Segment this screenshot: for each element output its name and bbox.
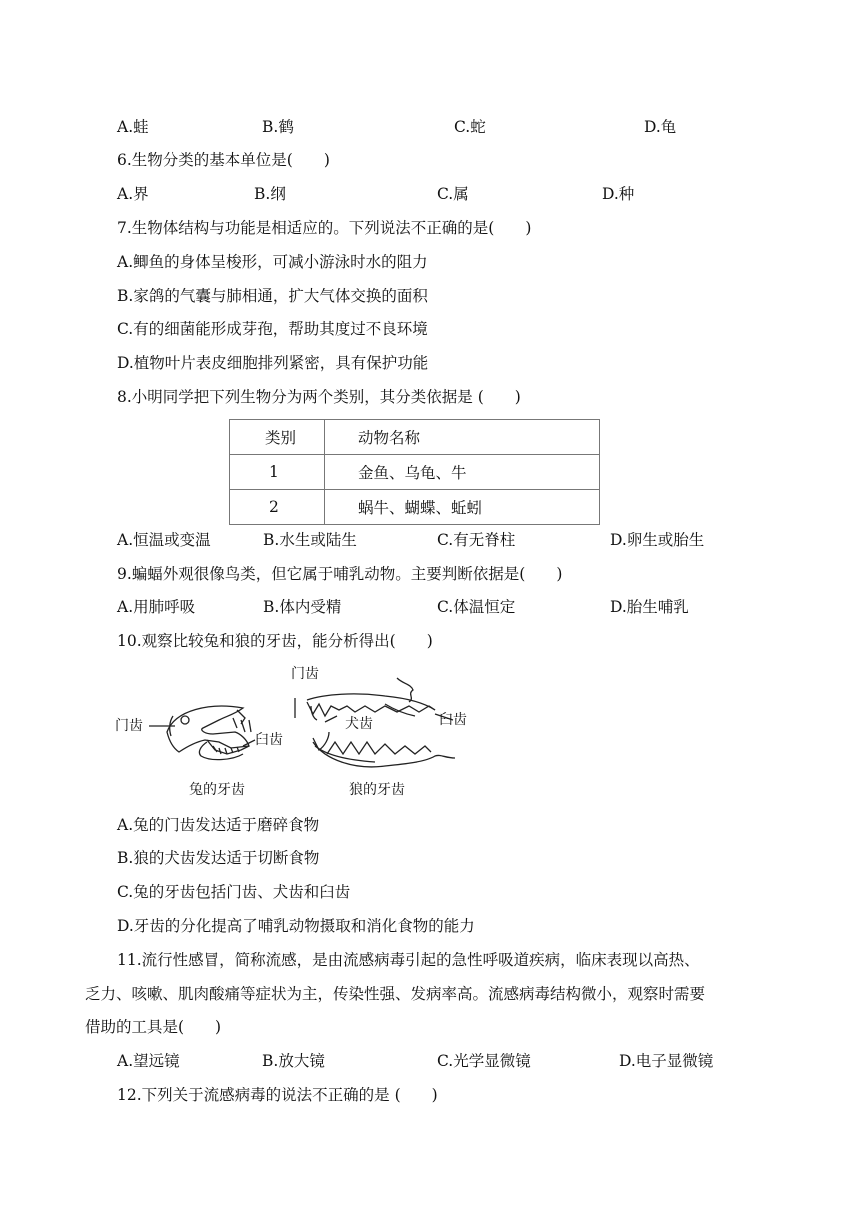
rabbit-caption: 兔的牙齿	[189, 782, 245, 798]
table-header-animals: 动物名称	[325, 420, 600, 455]
wolf-canine-label: 犬齿	[345, 716, 373, 732]
q11-option-c: C.光学显微镜	[437, 1052, 531, 1070]
q5-option-d: D.龟	[644, 118, 677, 136]
q8-option-b: B.水生或陆生	[263, 531, 357, 549]
table-header-category: 类别	[230, 420, 325, 455]
q7-option-d: D.植物叶片表皮细胞排列紧密，具有保护功能	[117, 354, 429, 372]
q10-option-c: C.兔的牙齿包括门齿、犬齿和臼齿	[117, 883, 351, 901]
classification-table	[229, 419, 600, 525]
q9-option-c: C.体温恒定	[437, 598, 516, 616]
q11-option-a: A.望远镜	[117, 1052, 180, 1070]
q11-option-d: D.电子显微镜	[619, 1052, 714, 1070]
wolf-teeth-figure	[285, 662, 475, 805]
q9-option-d: D.胎生哺乳	[610, 598, 689, 616]
table-cell-animals: 金鱼、乌龟、牛	[325, 455, 600, 490]
table-row	[230, 490, 600, 525]
q7-option-b: B.家鸽的气囊与肺相通，扩大气体交换的面积	[117, 287, 428, 305]
q7-option-c: C.有的细菌能形成芽孢，帮助其度过不良环境	[117, 320, 428, 338]
rabbit-incisor-label: 门齿	[115, 718, 143, 734]
table-header-row	[230, 420, 600, 455]
q10-stem: 10.观察比较兔和狼的牙齿，能分析得出( )	[117, 632, 433, 650]
rabbit-molar-label: 臼齿	[255, 732, 283, 748]
q6-option-b: B.纲	[254, 185, 286, 203]
wolf-caption: 狼的牙齿	[349, 782, 405, 798]
q10-option-a: A.兔的门齿发达适于磨碎食物	[117, 816, 320, 834]
table-cell-category: 2	[230, 490, 325, 525]
q10-option-d: D.牙齿的分化提高了哺乳动物摄取和消化食物的能力	[117, 917, 475, 935]
q6-option-a: A.界	[117, 185, 149, 203]
q11-option-b: B.放大镜	[262, 1052, 325, 1070]
q7-stem: 7.生物体结构与功能是相适应的。下列说法不正确的是( )	[117, 219, 532, 237]
q5-option-a: A.蛙	[117, 118, 149, 136]
q8-stem: 8.小明同学把下列生物分为两个类别，其分类依据是 ( )	[117, 388, 521, 406]
table-cell-category: 1	[230, 455, 325, 490]
q10-option-b: B.狼的犬齿发达适于切断食物	[117, 849, 320, 867]
q6-stem: 6.生物分类的基本单位是( )	[117, 151, 330, 169]
q12-stem: 12.下列关于流感病毒的说法不正确的是 ( )	[117, 1086, 438, 1104]
wolf-incisor-label: 门齿	[291, 666, 319, 682]
q5-option-c: C.蛇	[454, 118, 486, 136]
q9-stem: 9.蝙蝠外观很像鸟类，但它属于哺乳动物。主要判断依据是( )	[117, 565, 563, 583]
q8-option-a: A.恒温或变温	[117, 531, 211, 549]
q5-option-b: B.鹤	[262, 118, 294, 136]
q11-stem-line-1: 11.流行性感冒，简称流感，是由流感病毒引起的急性呼吸道疾病，临床表现以高热、	[117, 951, 700, 969]
q8-option-d: D.卵生或胎生	[610, 531, 705, 549]
q9-option-b: B.体内受精	[263, 598, 342, 616]
q6-option-d: D.种	[602, 185, 635, 203]
table-row	[230, 455, 600, 490]
rabbit-teeth-figure	[115, 690, 295, 805]
wolf-molar-label: 臼齿	[439, 712, 467, 728]
q9-option-a: A.用肺呼吸	[117, 598, 196, 616]
q8-option-c: C.有无脊柱	[437, 531, 516, 549]
q11-stem-line-2: 乏力、咳嗽、肌肉酸痛等症状为主，传染性强、发病率高。流感病毒结构微小，观察时需要	[85, 985, 706, 1003]
q7-option-a: A.鲫鱼的身体呈梭形，可减小游泳时水的阻力	[117, 253, 428, 271]
q11-stem-line-3: 借助的工具是( )	[85, 1018, 222, 1036]
table-cell-animals: 蜗牛、蝴蝶、蚯蚓	[325, 490, 600, 525]
q6-option-c: C.属	[437, 185, 469, 203]
